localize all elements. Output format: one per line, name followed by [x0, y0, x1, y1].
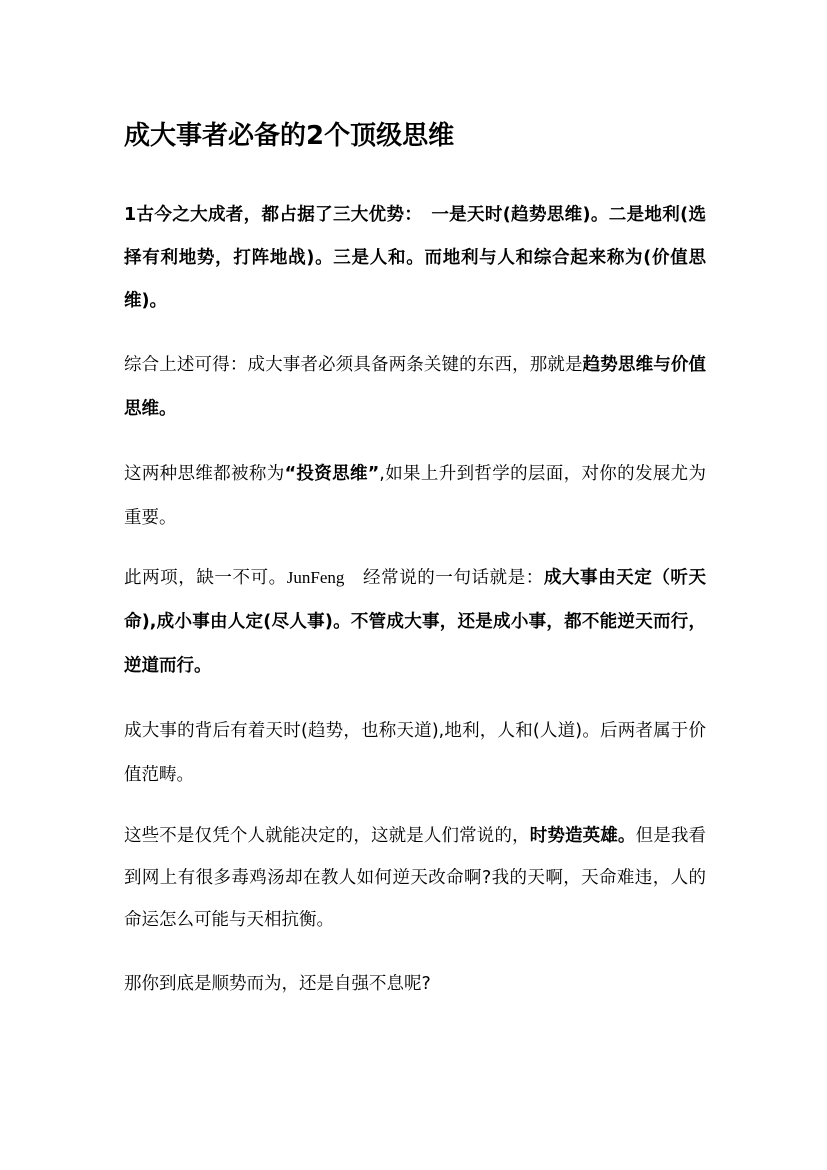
paragraph-closing-question: 那你到底是顺势而为，还是自强不息呢? — [124, 974, 431, 994]
paragraph-times-make-heroes — [124, 815, 706, 941]
paragraph-summary-emphasis: 趋势思维与价值思维。 — [124, 355, 706, 419]
paragraph-indispensable-mid: 经常说的一句话就是： — [344, 568, 544, 588]
paragraph-investment-tail: ,如果上升到哲学的层面，对你的发展尤为重要。 — [124, 464, 707, 528]
paragraph-investment-lead: 这两种思维都被称为 — [124, 464, 285, 484]
paragraph-heroes-emphasis: 时势造英雄。 — [529, 826, 636, 846]
paragraph-investment-thinking — [124, 452, 706, 540]
paragraph-indispensable-emphasis: 成大事由天定（听天命),成小事由人定(尽人事)。不管成大事，还是成小事，都不能逆天而行，逆道而行。 — [124, 568, 707, 676]
paragraph-heaven-earth-man: 成大事的背后有着天时(趋势，也称天道),地利，人和(人道)。后两者属于价值范畴。 — [124, 721, 706, 785]
paragraph-indispensable-lead: 此两项，缺一不可。 — [124, 568, 287, 588]
paragraph-investment-emphasis: “投资思维” — [284, 464, 380, 484]
paragraph-heroes-lead: 这些不是仅凭个人就能决定的，这就是人们常说的， — [124, 826, 530, 846]
author-name: JunFeng — [286, 568, 345, 587]
paragraph-indispensable — [124, 556, 706, 688]
paragraph-heroes-tail: 但是我看到网上有很多毒鸡汤却在教人如何逆天改命啊?我的天啊，天命难违，人的命运怎么可能与天相抗衡。 — [124, 826, 706, 930]
document-title: 成大事者必备的2个顶级思维 — [124, 121, 455, 151]
paragraph-summary-lead: 综合上述可得：成大事者必须具备两条关键的东西，那就是 — [124, 355, 583, 375]
paragraph-three-advantages: 1古今之大成者，都占据了三大优势： 一是天时(趋势思维)。二是地利(选择有利地势，打阵地战)。三是人和。而地利与人和综合起来称为(价值思维)。 — [124, 205, 706, 311]
paragraph-summary — [124, 343, 706, 431]
